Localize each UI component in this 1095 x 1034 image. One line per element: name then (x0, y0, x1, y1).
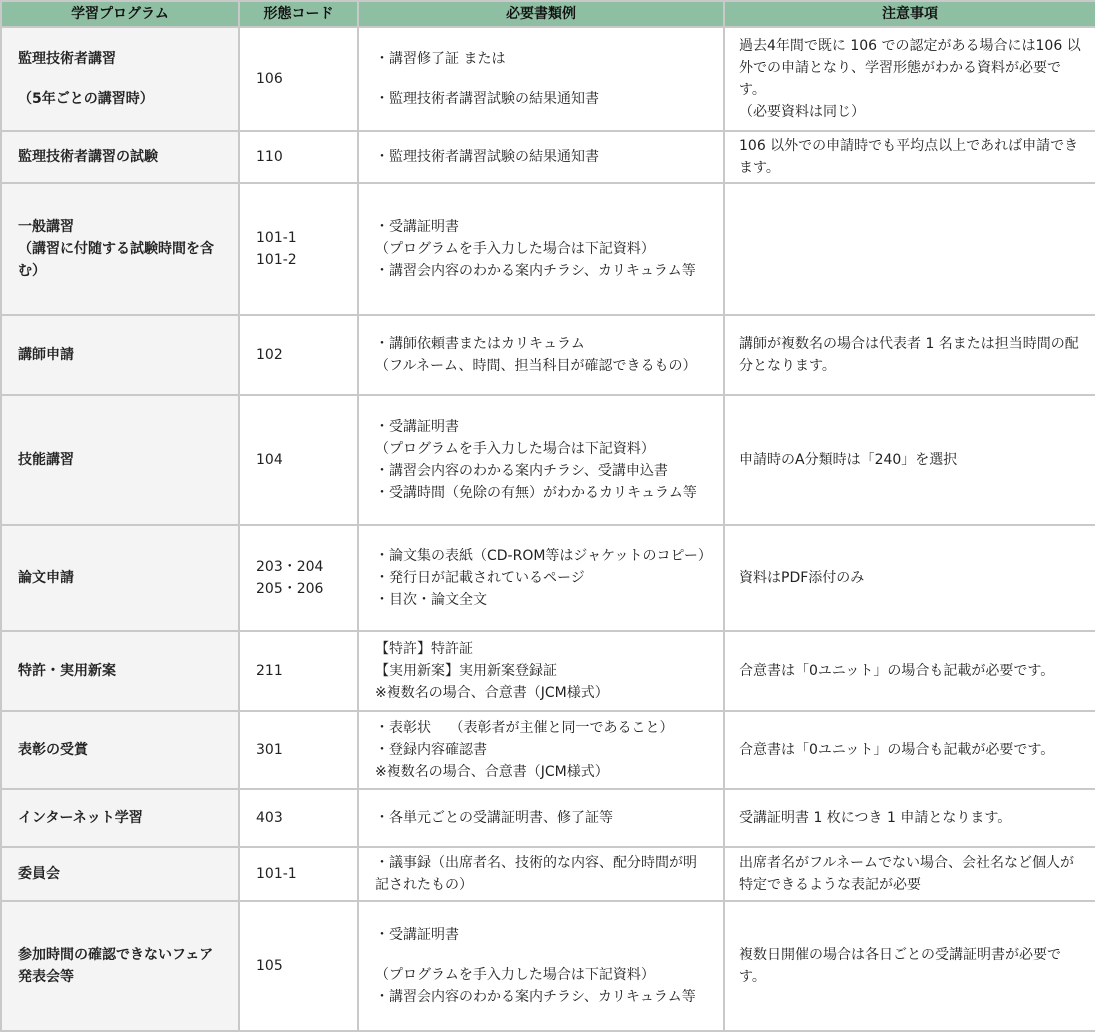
docs-cell (358, 631, 724, 711)
program-cell (1, 131, 239, 183)
cell-line: ・監理技術者講習試験の結果通知書 (375, 91, 599, 107)
notes-cell (724, 711, 1095, 789)
cell-line: 特許・実用新案 (18, 663, 116, 679)
cell-line: 講師申請 (18, 347, 74, 363)
cell-line: ・目次・論文全文 (375, 592, 487, 608)
docs-cell (358, 131, 724, 183)
cell-line: 発表会等 (18, 969, 74, 985)
cell-line: ・登録内容確認書 (375, 742, 487, 758)
table-row (1, 847, 1095, 901)
table-row (1, 631, 1095, 711)
notes-cell (724, 183, 1095, 315)
notes-cell (724, 631, 1095, 711)
cell-line: 監理技術者講習の試験 (18, 149, 158, 165)
notes-cell (724, 525, 1095, 631)
docs-cell (358, 711, 724, 789)
notes-cell (724, 131, 1095, 183)
notes-cell (724, 847, 1095, 901)
cell-line: 資料はPDF添付のみ (739, 570, 865, 586)
cell-line: （フルネーム、時間、担当科目が確認できるもの） (375, 358, 697, 374)
docs-cell (358, 847, 724, 901)
notes-cell (724, 901, 1095, 1031)
cell-line: 211 (256, 663, 283, 679)
cell-line: ・講習修了証 または (375, 51, 506, 67)
cell-line: 申請時のA分類時は「240」を選択 (739, 452, 958, 468)
code-cell (239, 395, 358, 525)
cell-line: ・講師依頼書またはカリキュラム (375, 336, 585, 352)
code-cell (239, 525, 358, 631)
table-row (1, 315, 1095, 395)
program-cell (1, 711, 239, 789)
cell-line: 【実用新案】実用新案登録証 (375, 663, 557, 679)
table-row (1, 711, 1095, 789)
code-cell (239, 631, 358, 711)
cell-line: 一般講習 (18, 219, 74, 235)
cell-line: （プログラムを手入力した場合は下記資料） (375, 441, 655, 457)
cell-line: ・講習会内容のわかる案内チラシ、カリキュラム等 (375, 989, 696, 1005)
program-cell (1, 901, 239, 1031)
cell-line: （講習に付随する試験時間を含む） (18, 241, 214, 279)
code-cell (239, 789, 358, 847)
cell-line: 101-2 (256, 252, 297, 268)
cell-line: 合意書は「0ユニット」の場合も記載が必要です。 (739, 742, 1055, 758)
cell-line: 受講証明書 1 枚につき 1 申請となります。 (739, 810, 1012, 826)
cell-line: 102 (256, 347, 283, 363)
table-row (1, 789, 1095, 847)
cell-line: 論文申請 (18, 570, 74, 586)
cell-line: ・各単元ごとの受講証明書、修了証等 (375, 810, 613, 826)
cell-line: （必要資料は同じ） (739, 104, 865, 120)
header-row (1, 1, 1095, 27)
docs-cell (358, 395, 724, 525)
cell-line: ・講習会内容のわかる案内チラシ、受講申込書 (375, 463, 668, 479)
cell-line: ・発行日が記載されているページ (375, 570, 585, 586)
cell-line: 合意書は「0ユニット」の場合も記載が必要です。 (739, 663, 1055, 679)
cell-line: 104 (256, 452, 283, 468)
cell-line: ・監理技術者講習試験の結果通知書 (375, 149, 599, 165)
cell-line: 101-1 (256, 866, 297, 882)
cell-line (375, 946, 709, 964)
cell-line: （プログラムを手入力した場合は下記資料） (375, 241, 655, 257)
header-program: 学習プログラム (1, 1, 239, 27)
header-code: 形態コード (239, 1, 358, 27)
cell-line: ・受講証明書 (375, 419, 459, 435)
notes-cell (724, 789, 1095, 847)
cell-line (18, 70, 224, 88)
cell-line: 【特許】特許証 (375, 641, 473, 657)
table-row (1, 395, 1095, 525)
cell-line: 委員会 (18, 866, 60, 882)
program-cell (1, 27, 239, 131)
cell-line: ・講習会内容のわかる案内チラシ、カリキュラム等 (375, 263, 696, 279)
code-cell (239, 847, 358, 901)
code-cell (239, 27, 358, 131)
docs-cell (358, 789, 724, 847)
code-cell (239, 183, 358, 315)
cell-line: 106 (256, 71, 283, 87)
cell-line: ・受講時間（免除の有無）がわかるカリキュラム等 (375, 485, 697, 501)
notes-cell (724, 27, 1095, 131)
cell-line: 403 (256, 810, 283, 826)
cell-line: 205・206 (256, 581, 324, 597)
cell-line: ※複数名の場合、合意書（JCM様式） (375, 764, 609, 780)
cell-line: 複数日開催の場合は各日ごとの受講証明書が必要です。 (739, 947, 1061, 985)
notes-cell (724, 395, 1095, 525)
docs-cell (358, 901, 724, 1031)
cell-line: ・受講証明書 (375, 927, 459, 943)
cell-line: ・受講証明書 (375, 219, 459, 235)
cell-line: ・表彰状 （表彰者が主催と同一であること） (375, 720, 674, 736)
cell-line (375, 70, 709, 88)
cell-line: インターネット学習 (18, 810, 143, 826)
cell-line: 106 以外での申請時でも平均点以上であれば申請できます。 (739, 138, 1079, 176)
cell-line: 出席者名がフルネームでない場合、会社名など個人が特定できるような表記が必要 (739, 855, 1075, 893)
docs-cell (358, 525, 724, 631)
code-cell (239, 315, 358, 395)
table-row (1, 131, 1095, 183)
header-notes: 注意事項 (724, 1, 1095, 27)
docs-cell (358, 315, 724, 395)
table-row (1, 525, 1095, 631)
cell-line: ・議事録（出席者名、技術的な内容、配分時間が明記されたもの） (375, 855, 697, 893)
cell-line: ・論文集の表紙（CD-ROM等はジャケットのコピー） (375, 548, 712, 564)
program-cell (1, 315, 239, 395)
table-row (1, 183, 1095, 315)
cell-line: ※複数名の場合、合意書（JCM様式） (375, 685, 609, 701)
cell-line: 参加時間の確認できないフェア (18, 947, 214, 963)
table-row (1, 27, 1095, 131)
program-cell (1, 183, 239, 315)
header-docs: 必要書類例 (358, 1, 724, 27)
cell-line: 過去4年間で既に 106 での認定がある場合には106 以外での申請となり、学習形態がわかる資料が必要です。 (739, 38, 1081, 98)
cell-line: 110 (256, 149, 283, 165)
docs-cell (358, 27, 724, 131)
cell-line: 105 (256, 958, 283, 974)
cell-line: （プログラムを手入力した場合は下記資料） (375, 967, 655, 983)
program-cell (1, 847, 239, 901)
code-cell (239, 901, 358, 1031)
cell-line: 表彰の受賞 (18, 742, 88, 758)
cell-line: 203・204 (256, 559, 324, 575)
cell-line: 301 (256, 742, 283, 758)
program-cell (1, 525, 239, 631)
cell-line: 101-1 (256, 230, 297, 246)
table-row (1, 901, 1095, 1031)
cell-line: （5年ごとの講習時） (18, 91, 154, 107)
cell-line: 技能講習 (18, 452, 74, 468)
program-cell (1, 395, 239, 525)
code-cell (239, 711, 358, 789)
cell-line: 講師が複数名の場合は代表者 1 名または担当時間の配分となります。 (739, 336, 1079, 374)
code-cell (239, 131, 358, 183)
notes-cell (724, 315, 1095, 395)
program-cell (1, 631, 239, 711)
cell-line: 監理技術者講習 (18, 51, 116, 67)
docs-cell (358, 183, 724, 315)
program-cell (1, 789, 239, 847)
